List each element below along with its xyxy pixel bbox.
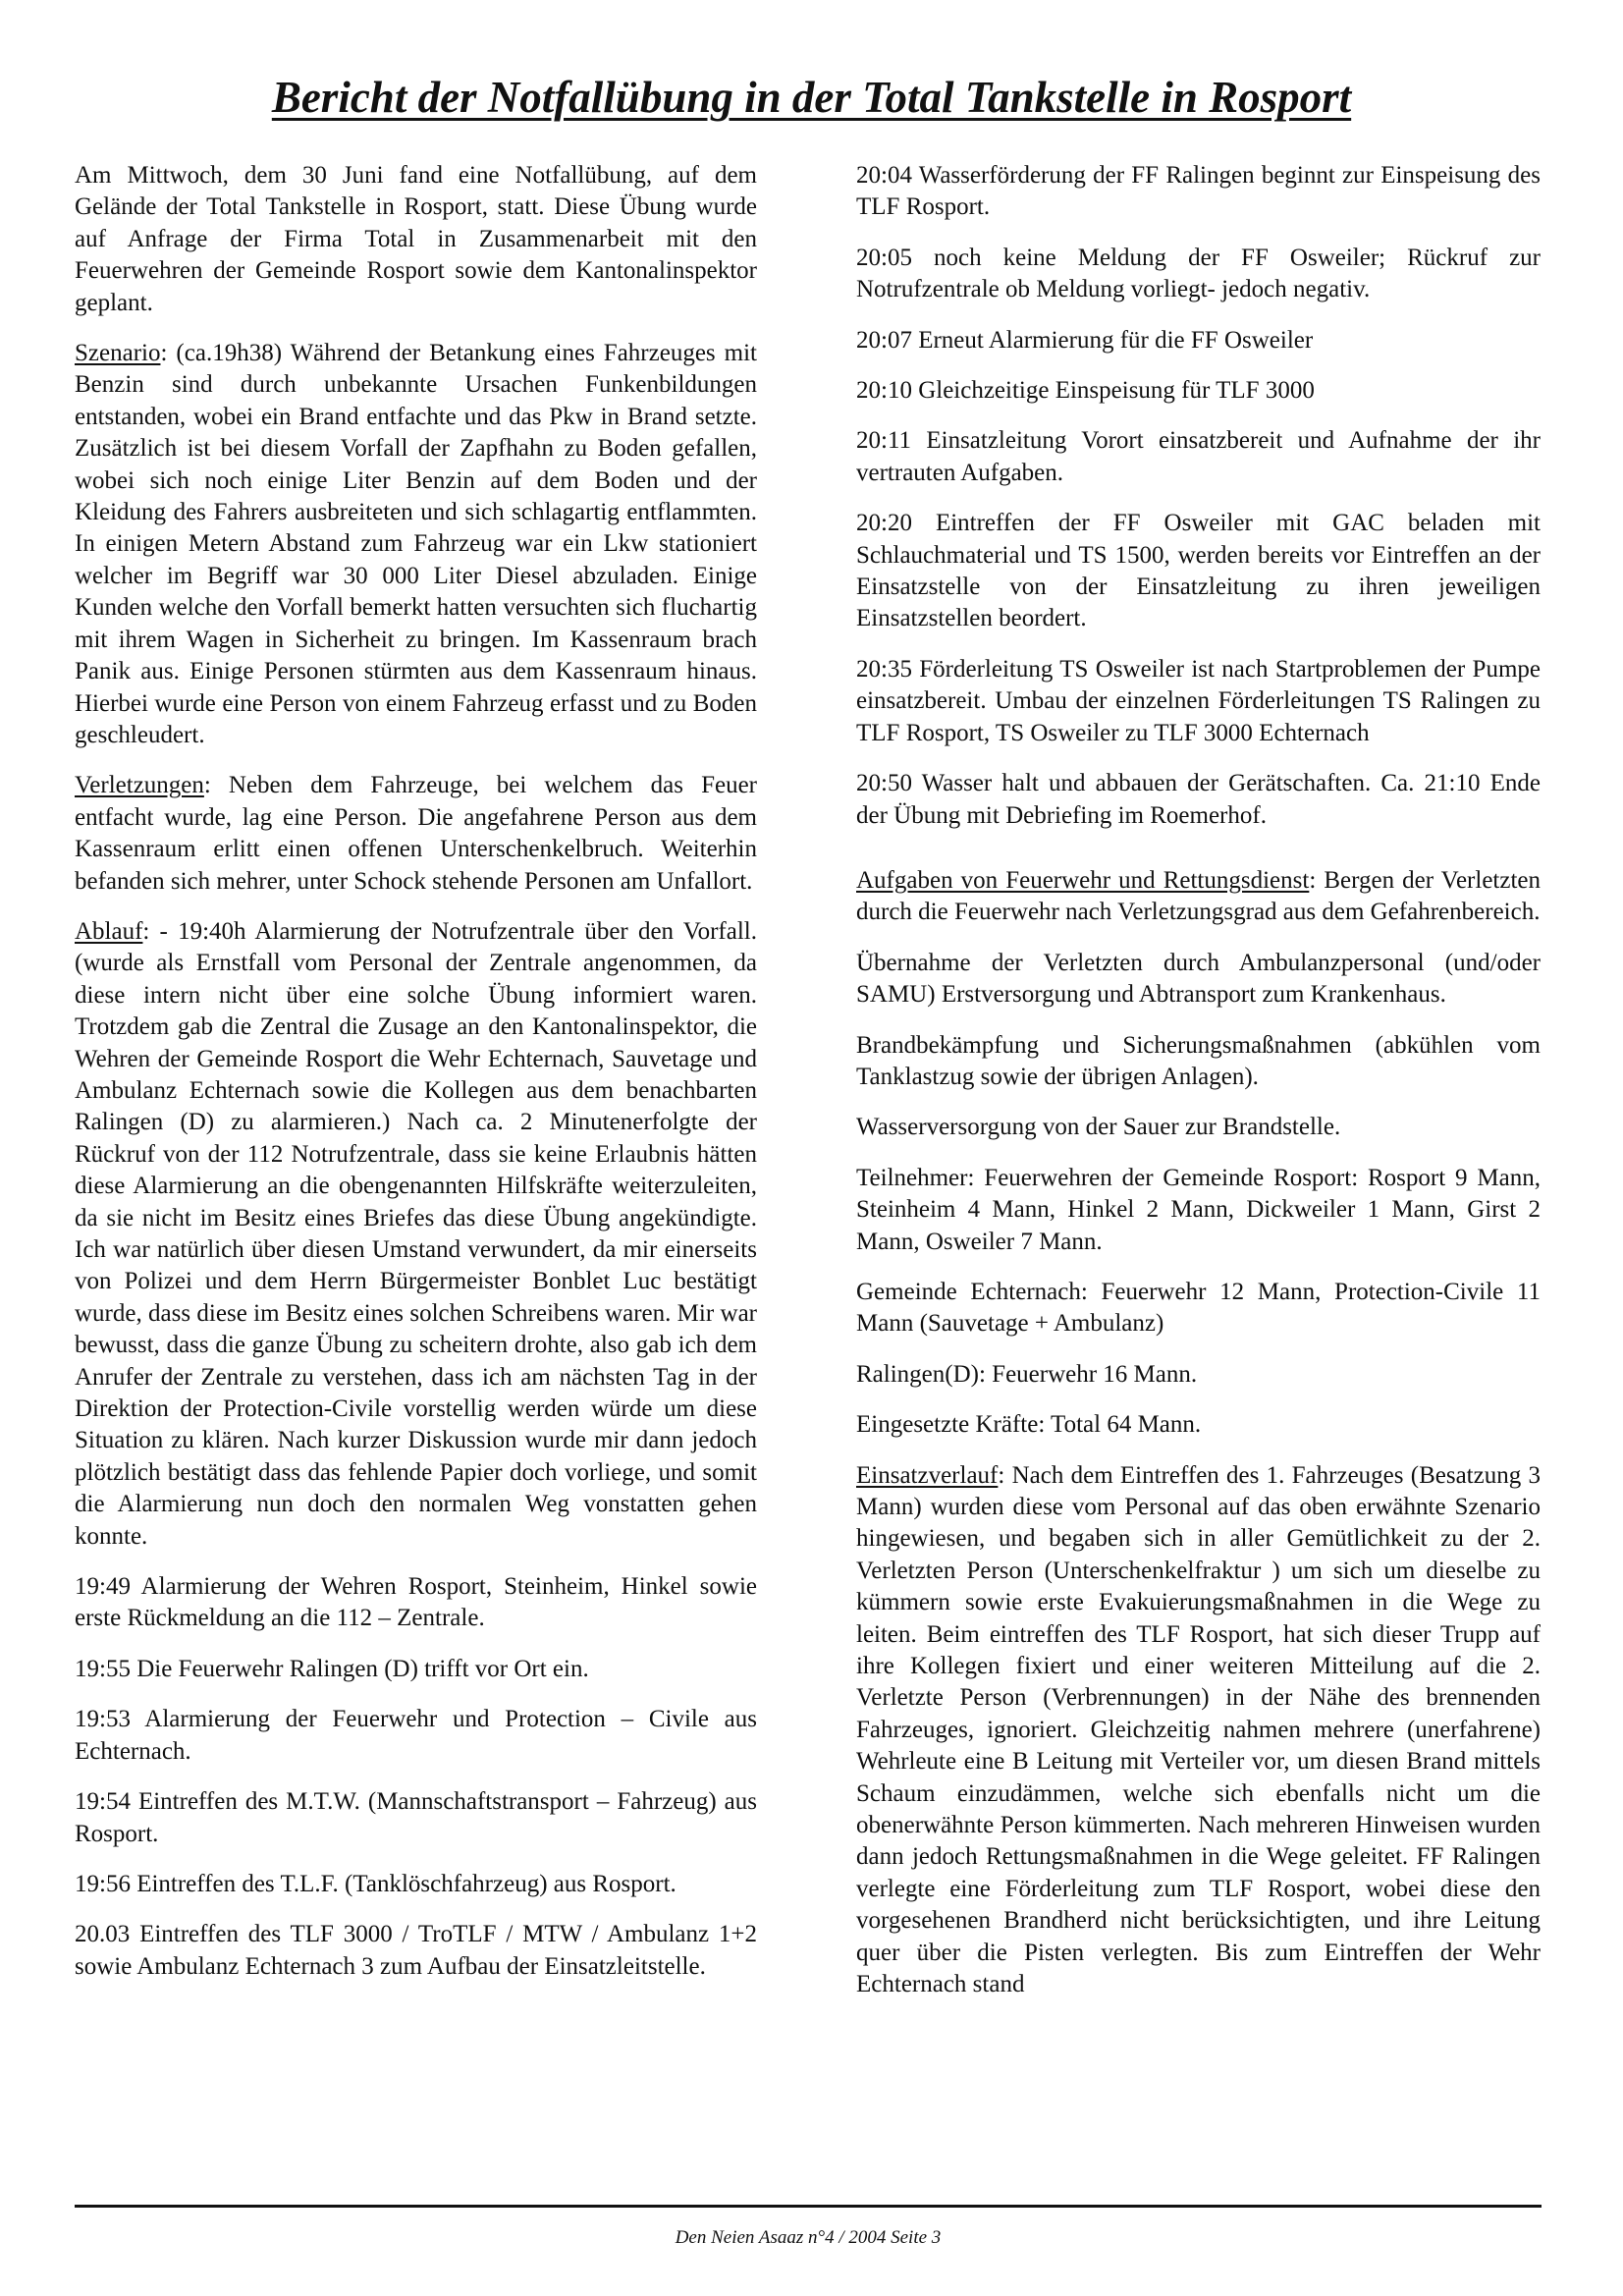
wasserversorgung-paragraph: Wasserversorgung von der Sauer zur Brandstelle. <box>856 1114 1341 1141</box>
ralingen-paragraph: Ralingen(D): Feuerwehr 16 Mann. <box>856 1360 1198 1388</box>
szenario-heading: Szenario <box>75 340 161 367</box>
timeline-entry: 19:54 Eintreffen des M.T.W. (Mannschaftstransport – Fahrzeug) aus Rosport. <box>75 1788 757 1847</box>
right-column <box>856 160 1541 2020</box>
szenario-paragraph <box>75 338 757 751</box>
echternach-paragraph: Gemeinde Echternach: Feuerwehr 12 Mann, Protection-Civile 11 Mann (Sauvetage + Ambulanz) <box>856 1278 1541 1338</box>
intro-paragraph: Am Mittwoch, dem 30 Juni fand eine Notfallübung, auf dem Gelände der Total Tankstelle in Rosport, statt. Diese Übung wurde auf Anfrage der Firma Total in Zusammenarbeit mit den Feuerwehren der Gemeinde Rosport sowie dem Kantonalinspektor geplant. <box>75 162 757 316</box>
timeline-entry: 19:56 Eintreffen des T.L.F. (Tanklöschfahrzeug) aus Rosport. <box>75 1870 676 1897</box>
timeline-entry: 20:05 noch keine Meldung der FF Osweiler; Rückruf zur Notrufzentrale ob Meldung vorliegt- jedoch negativ. <box>856 244 1541 303</box>
aufgaben-text: : Bergen der Verletzten durch die Feuerwehr nach Verletzungsgrad aus dem Gefahrenbereich. <box>856 866 1541 926</box>
verletzungen-paragraph <box>75 770 757 898</box>
page-title: Bericht der Notfallübung in der Total Tankstelle in Rosport <box>271 73 1352 122</box>
teilnehmer-paragraph: Teilnehmer: Feuerwehren der Gemeinde Rosport: Rosport 9 Mann, Steinheim 4 Mann, Hinkel 2 Mann, Dickweiler 1 Mann, Girst 2 Mann, Osweiler 7 Mann. <box>856 1164 1541 1255</box>
aufgaben-paragraph <box>856 865 1541 929</box>
page-footer: Den Neien Asaaz n°4 / 2004 Seite 3 <box>675 2227 942 2248</box>
timeline-entry: 20:07 Erneut Alarmierung für die FF Osweiler <box>856 326 1314 354</box>
timeline-entry: 19:55 Die Feuerwehr Ralingen (D) trifft vor Ort ein. <box>75 1655 589 1682</box>
left-column <box>75 160 757 2001</box>
timeline-entry: 19:49 Alarmierung der Wehren Rosport, Steinheim, Hinkel sowie erste Rückmeldung an die 112 – Zentrale. <box>75 1573 757 1632</box>
einsatzverlauf-heading: Einsatzverlauf <box>856 1461 999 1489</box>
timeline-entry: 20:35 Förderleitung TS Osweiler ist nach Startproblemen der Pumpe einsatzbereit. Umbau der einzelnen Förderleitungen TS Ralingen zu TLF Rosport, TS Osweiler zu TLF 3000 Echternach <box>856 655 1541 746</box>
ablauf-heading: Ablauf <box>75 917 143 945</box>
verletzungen-text: : Neben dem Fahrzeuge, bei welchem das Feuer entfacht wurde, lag eine Person. Die angefahrene Person aus dem Kassenraum erlitt einen offenen Unterschenkelbruch. Weiterhin befanden sich mehrer, unter Schock stehende Personen am Unfallort. <box>75 772 757 895</box>
timeline-entry: 20:50 Wasser halt und abbauen der Gerätschaften. Ca. 21:10 Ende der Übung mit Debriefing im Roemerhof. <box>856 770 1541 829</box>
verletzungen-heading: Verletzungen <box>75 772 204 799</box>
szenario-text: : (ca.19h38) Während der Betankung eines Fahrzeuges mit Benzin sind durch unbekannte Ursachen Funkenbildungen entstanden, wobei ein Brand entfachte und das Pkw in Brand setzte. Zusätzlich ist bei diesem Vorfall der Zapfhahn zu Boden gefallen, wobei sich noch einige Liter Benzin auf dem Boden und der Kleidung des Fahrers ausbreiteten und sich schlagartig entflammten. In einigen Metern Abstand zum Fahrzeug war ein Lkw stationiert welcher im Begriff war 30 000 Liter Diesel abzuladen. Einige Kunden welche den Vorfall bemerkt hatten versuchten sich fluchartig mit ihrem Wagen in Sicherheit zu bringen. Im Kassenraum brach Panik aus. Einige Personen stürmten aus dem Kassenraum hinaus. Hierbei wurde eine Person von einem Fahrzeug erfasst und zu Boden geschleudert. <box>75 340 757 748</box>
timeline-entry: 20:11 Einsatzleitung Vorort einsatzbereit und Aufnahme der ihr vertrauten Aufgaben. <box>856 427 1541 486</box>
timeline-entry: 20.03 Eintreffen des TLF 3000 / TroTLF / MTW / Ambulanz 1+2 sowie Ambulanz Echternach 3 zum Aufbau der Einsatzleitstelle. <box>75 1921 757 1980</box>
aufgaben-heading: Aufgaben von Feuerwehr und Rettungsdienst <box>856 866 1310 894</box>
timeline-entry: 20:20 Eintreffen der FF Osweiler mit GAC beladen mit Schlauchmaterial und TS 1500, werden bereits vor Eintreffen an der Einsatzstelle von der Einsatzleitung zu ihren jeweiligen Einsatzstellen beordert. <box>856 510 1541 632</box>
ablauf-text: : - 19:40h Alarmierung der Notrufzentrale über den Vorfall. (wurde als Ernstfall vom Personal der Zentrale angenommen, da diese intern nicht über eine solche Übung informiert waren. Trotzdem gab die Zentral die Zusage an den Kantonalinspektor, die Wehren der Gemeinde Rosport die Wehr Echternach, Sauvetage und Ambulanz Echternach sowie die Kollegen aus dem benachbarten Ralingen (D) zu alarmieren.) Nach ca. 2 Minutenerfolgte der Rückruf von der 112 Notrufzentrale, dass sie keine Erlaubnis hätten diese Alarmierung an die obengenannten Hilfskräfte weiterzuleiten, da sie nicht im Besitz eines Briefes das diese Übung angekündigte. Ich war natürlich über diesen Umstand verwundert, da mir einerseits von Polizei und dem Herrn Bürgermeister Bonblet Luc bestätigt wurde, dass diese im Besitz eines solchen Schreibens waren. Mir war bewusst, dass die ganze Übung zu scheitern drohte, also gab ich dem Anrufer der Zentrale zu verstehen, dass ich am nächsten Tag in der Direktion der Protection-Civile vorstellig werden würde um diese Situation zu klären. Nach kurzer Diskussion wurde mir dann jedoch plötzlich bestätigt dass das fehlende Papier doch vorliege, und somit die Alarmierung nun doch den normalen Weg vonstatten gehen konnte. <box>75 917 757 1550</box>
einsatzverlauf-paragraph <box>856 1460 1541 2001</box>
brandbekaempfung-paragraph: Brandbekämpfung und Sicherungsmaßnahmen (abkühlen vom Tanklastzug sowie der übrigen Anlagen). <box>856 1031 1541 1090</box>
timeline-entry: 20:04 Wasserförderung der FF Ralingen beginnt zur Einspeisung des TLF Rosport. <box>856 162 1541 221</box>
einsatzverlauf-text: : Nach dem Eintreffen des 1. Fahrzeuges (Besatzung 3 Mann) wurden diese vom Personal auf das oben erwähnte Szenario hingewiesen, und begaben sich in aller Gemütlichkeit zu der 2. Verletzten Person (Unterschenkelfraktur ) um sich um dieselbe zu kümmern sowie erste Evakuierungsmaßnahmen in die Wege zu leiten. Beim eintreffen des TLF Rosport, hat sich dieser Trupp auf ihre Kollegen fixiert und einer weiteren Mitteilung auf die 2. Verletzte Person (Verbrennungen) in der Nähe des brennenden Fahrzeuges, ignoriert. Gleichzeitig nahmen mehrere (unerfahrene) Wehrleute eine B Leitung mit Verteiler vor, um diesen Brand mittels Schaum einzudämmen, welche sich ebenfalls nicht um die obenerwähnte Person kümmerten. Nach mehreren Hinweisen wurden dann jedoch Rettungsmaßnahmen in die Wege geleitet. FF Ralingen verlegte eine Förderleitung zum TLF Rosport, wobei diese den vorgesehenen Brandherd nicht berücksichtigten, und ihre Leitung quer über die Pisten verlegten. Bis zum Eintreffen der Wehr Echternach stand <box>856 1461 1541 1998</box>
kraefte-paragraph: Eingesetzte Kräfte: Total 64 Mann. <box>856 1411 1202 1439</box>
ablauf-paragraph <box>75 916 757 1553</box>
timeline-entry: 20:10 Gleichzeitige Einspeisung für TLF 3000 <box>856 377 1315 405</box>
footer-divider <box>75 2205 1542 2208</box>
timeline-entry: 19:53 Alarmierung der Feuerwehr und Protection – Civile aus Echternach. <box>75 1706 757 1765</box>
uebernahme-paragraph: Übernahme der Verletzten durch Ambulanzpersonal (und/oder SAMU) Erstversorgung und Abtransport zum Krankenhaus. <box>856 949 1541 1009</box>
